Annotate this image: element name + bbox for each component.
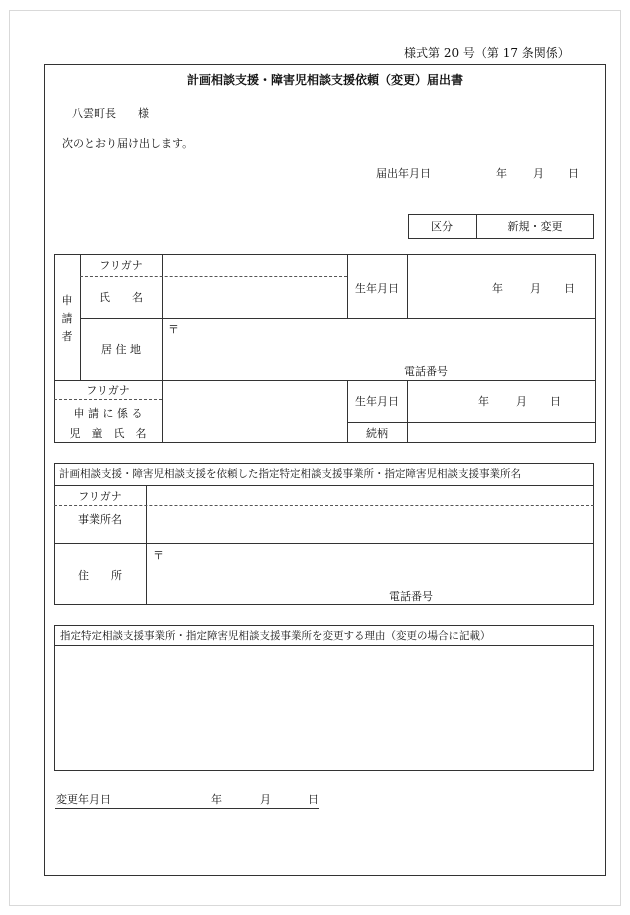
applicant-birth-day-field[interactable]: 日: [564, 282, 575, 295]
change-date-label: 変更年月日: [56, 793, 111, 806]
category-label: 区分: [431, 220, 453, 233]
addressee: 八雲町長 様: [72, 107, 149, 120]
child-name-label-line1: 申 請 に 係 る: [73, 407, 143, 420]
change-date-underline: [55, 808, 319, 809]
child-birthdate-label: 生年月日: [355, 395, 399, 408]
child-birth-divider-right: [407, 380, 408, 443]
office-phone-label: 電話番号: [389, 590, 433, 603]
category-field[interactable]: 新規・変更: [507, 220, 563, 233]
child-birth-day-field[interactable]: 日: [550, 395, 561, 408]
child-relation-line: [347, 422, 596, 423]
office-heading-line: [54, 485, 594, 486]
change-year-field[interactable]: 年: [211, 793, 222, 806]
office-postal-mark: 〒: [153, 549, 164, 562]
child-relation-label: 続柄: [366, 427, 388, 440]
applicant-birth-month-field[interactable]: 月: [530, 282, 541, 295]
office-furigana-label: フリガナ: [78, 490, 122, 503]
applicant-birth-year-field[interactable]: 年: [492, 282, 503, 295]
child-furigana-label: フリガナ: [86, 384, 130, 397]
applicant-birth-divider-right: [407, 254, 408, 318]
applicant-postal-mark: 〒: [168, 323, 179, 336]
office-name-bottom-line: [54, 543, 594, 544]
applicant-side-divider: [80, 254, 81, 380]
applicant-name-bottom-line: [80, 318, 596, 319]
applicant-side-label: 申請者: [61, 294, 73, 343]
applicant-birthdate-label: 生年月日: [355, 282, 399, 295]
office-address-label: 住 所: [78, 569, 122, 582]
applicant-phone-label: 電話番号: [404, 365, 448, 378]
office-name-label: 事業所名: [78, 513, 122, 526]
change-day-field[interactable]: 日: [308, 793, 319, 806]
submission-date-label: 届出年月日: [376, 167, 431, 180]
submission-year-field[interactable]: 年: [496, 167, 507, 180]
reason-text-area[interactable]: [56, 647, 592, 769]
submission-month-field[interactable]: 月: [533, 167, 544, 180]
child-furigana-line: [54, 399, 162, 400]
form-number: 様式第 20 号（第 17 条関係）: [404, 46, 570, 60]
reason-heading: 指定特定相談支援事業所・指定障害児相談支援事業所を変更する理由（変更の場合に記載）: [60, 630, 491, 642]
child-birth-year-field[interactable]: 年: [478, 395, 489, 408]
reason-heading-line: [54, 645, 594, 646]
child-birth-month-field[interactable]: 月: [516, 395, 527, 408]
form-title: 計画相談支援・障害児相談支援依頼（変更）届出書: [186, 73, 463, 87]
submission-day-field[interactable]: 日: [568, 167, 579, 180]
office-label-divider: [146, 485, 147, 605]
child-name-label-line2: 児 童 氏 名: [69, 427, 147, 440]
change-month-field[interactable]: 月: [260, 793, 271, 806]
applicant-furigana-line: [80, 276, 347, 277]
applicant-section-line: [54, 380, 596, 381]
applicant-name-label: 氏 名: [99, 291, 143, 304]
office-furigana-line: [54, 505, 594, 506]
office-heading: 計画相談支援・障害児相談支援を依頼した指定特定相談支援事業所・指定障害児相談支援事業所名: [59, 468, 521, 480]
intro-text: 次のとおり届け出します。: [62, 137, 194, 150]
applicant-label-divider: [162, 254, 163, 443]
applicant-furigana-label: フリガナ: [99, 259, 143, 272]
applicant-address-label: 居 住 地: [101, 343, 141, 356]
